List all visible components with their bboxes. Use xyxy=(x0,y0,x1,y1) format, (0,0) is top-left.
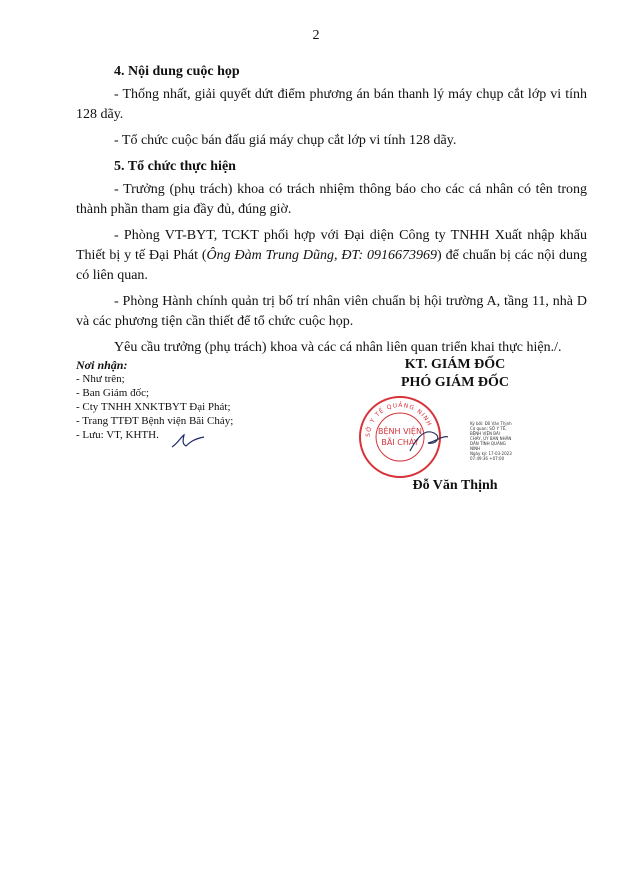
signer-authority: KT. GIÁM ĐỐC xyxy=(404,357,506,372)
digital-signature-line: CHÁY, ỦY BAN NHÂN xyxy=(470,436,512,441)
recipients-block xyxy=(76,358,296,442)
digital-signature-info xyxy=(470,421,570,461)
recipients-label: Nơi nhận: xyxy=(76,358,128,372)
recipient-item: - Cty TNHH XNKTBYT Đại Phát; xyxy=(76,401,231,413)
implementation-paragraph-3: - Phòng Hành chính quản trị bố trí nhân viên chuẩn bị hội trường A, tầng 11, nhà D và các phương tiện cần thiết để tổ chức cuộc họp. xyxy=(76,294,587,329)
stamp-text-line2: BÃI CHÁY xyxy=(381,438,419,447)
paragraph-text: - Phòng VT-BYT, TCKT phối hợp với Đại diện Công ty TNHH Xuất nhập khẩu Thiết bị y tế Đại Phát ( xyxy=(76,228,587,263)
stamp-ring-text: SỞ Y TẾ QUẢNG NINH xyxy=(364,401,433,438)
signer-name: Đỗ Văn Thịnh xyxy=(412,478,498,493)
recipient-item: - Như trên; xyxy=(76,373,125,385)
digital-signature-line: BỆNH VIỆN BÃI xyxy=(470,431,500,436)
recipient-item: - Lưu: VT, KHTH. xyxy=(76,429,159,441)
recipient-item: - Ban Giám đốc; xyxy=(76,387,150,399)
digital-signature-line: 07:49:36 +07:00 xyxy=(470,456,505,461)
stamp-text-line1: BỆNH VIỆN xyxy=(378,427,422,436)
contact-person: Ông Đàm Trung Dũng, ĐT: 0916673969 xyxy=(206,248,438,263)
digital-signature-line: Ký bởi: Đỗ Văn Thịnh xyxy=(470,421,512,426)
digital-signature-line: DÂN TỈNH QUẢNG xyxy=(470,441,506,446)
section-heading-content: 4. Nội dung cuộc họp xyxy=(114,64,240,79)
signer-position: PHÓ GIÁM ĐỐC xyxy=(400,375,510,390)
signature-title-block xyxy=(350,356,560,392)
implementation-paragraph-2 xyxy=(76,226,587,286)
paragraph-text: ) để chuẩn bị các nội dung có liên quan. xyxy=(76,248,587,283)
digital-signature-line: NINH xyxy=(470,446,481,451)
official-stamp-icon xyxy=(352,395,448,479)
page-number: 2 xyxy=(312,28,320,43)
section-heading-implementation: 5. Tổ chức thực hiện xyxy=(114,159,236,174)
recipient-item: - Trang TTĐT Bệnh viện Bãi Cháy; xyxy=(76,415,234,427)
content-paragraph-1: - Thống nhất, giải quyết dứt điểm phương án bán thanh lý máy chụp cắt lớp vi tính 128 dãy. xyxy=(76,87,587,122)
initials-mark-icon xyxy=(170,432,206,450)
content-paragraph-2: - Tổ chức cuộc bán đấu giá máy chụp cắt lớp vi tính 128 dãy. xyxy=(114,133,457,148)
digital-signature-line: Ngày ký: 17-03-2023 xyxy=(470,451,512,456)
document-body xyxy=(76,62,587,358)
implementation-paragraph-1: - Trưởng (phụ trách) khoa có trách nhiệm thông báo cho các cá nhân có tên trong thành phần tham gia đầy đủ, đúng giờ. xyxy=(76,182,587,217)
implementation-paragraph-4: Yêu cầu trưởng (phụ trách) khoa và các cá nhân liên quan triển khai thực hiện./. xyxy=(114,340,562,355)
digital-signature-line: Cơ quan: SỞ Y TẾ, xyxy=(470,426,507,431)
